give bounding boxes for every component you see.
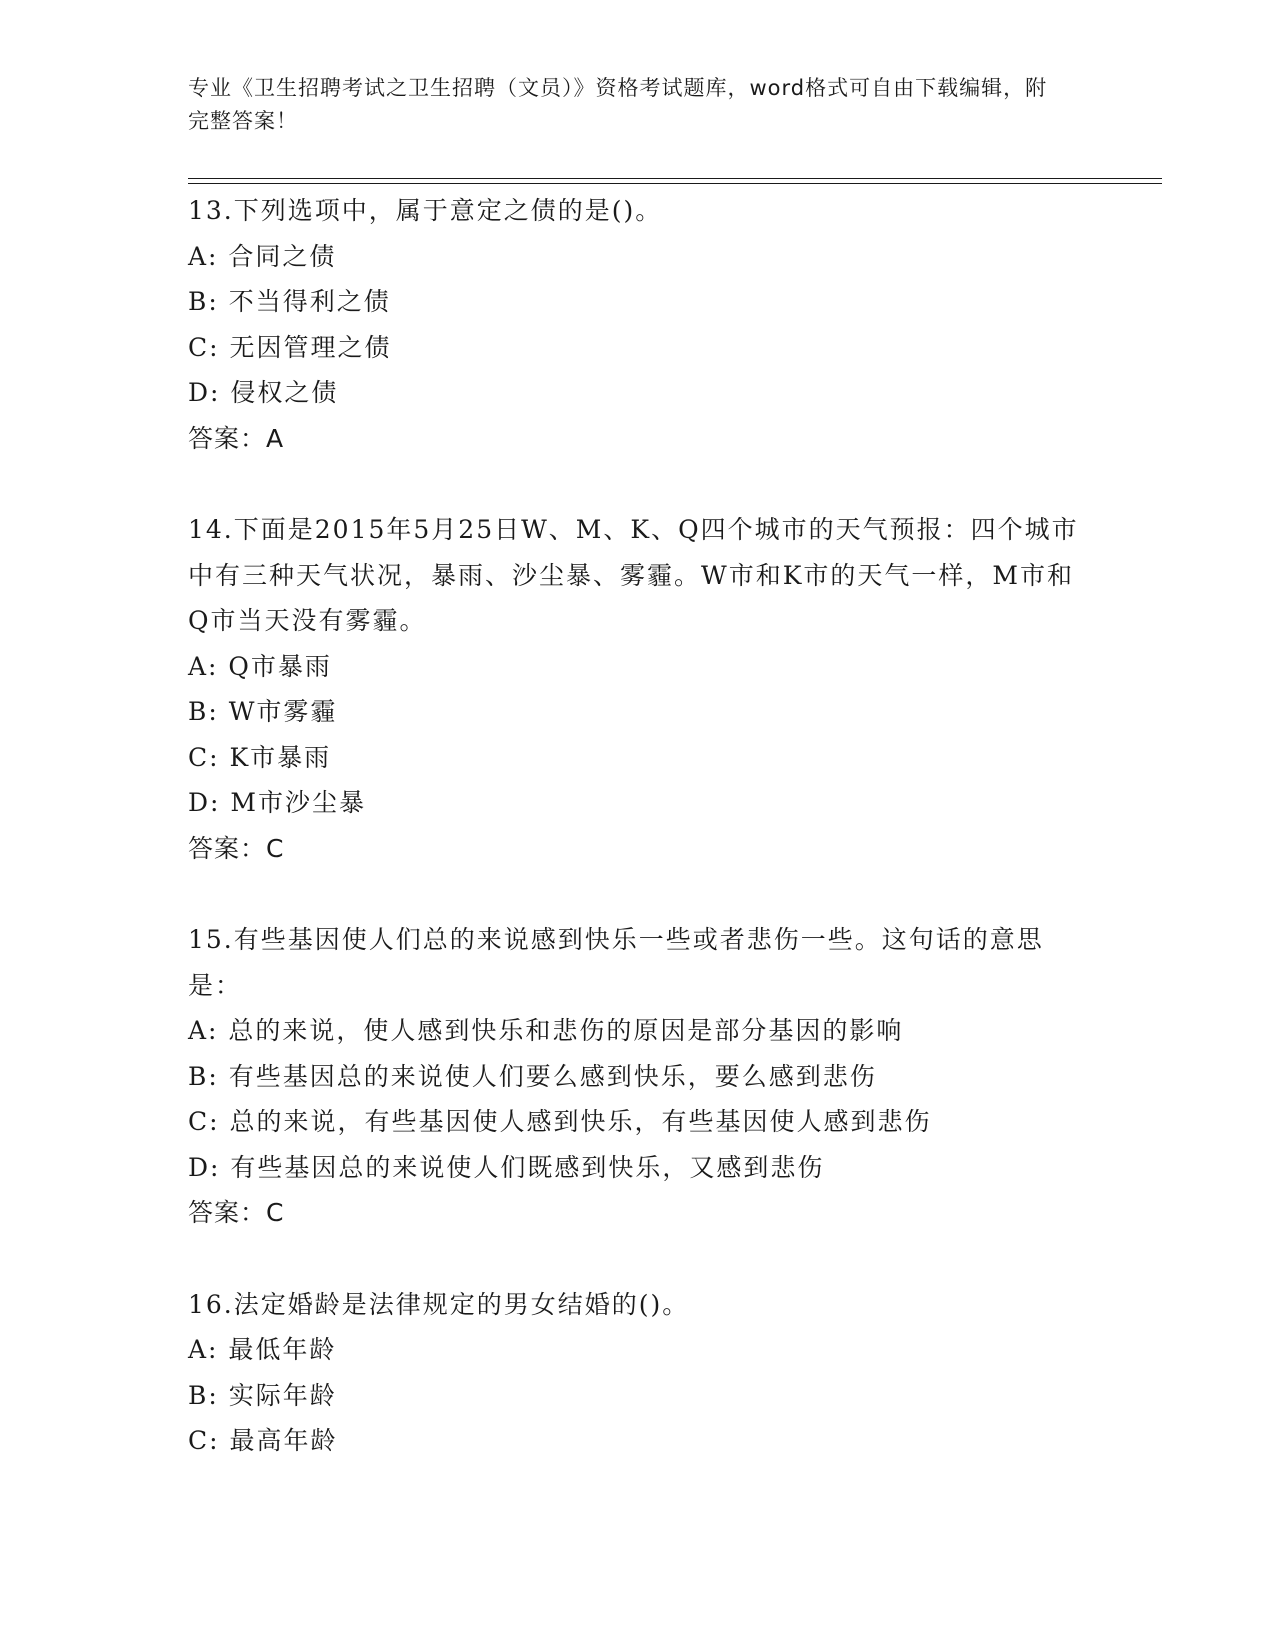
option-c: C: K市暴雨 — [188, 742, 332, 772]
option-b: B: 有些基因总的来说使人们要么感到快乐，要么感到悲伤 — [188, 1061, 877, 1091]
option-b: B: W市雾霾 — [188, 697, 338, 726]
question-stem: 14.下面是2015年5月25日W、M、K、Q四个城市的天气预报：四个城市中有三种天气状况，暴雨、沙尘暴、雾霾。W市和K市的天气一样，M市和Q市当天没有雾霾。 — [188, 515, 1079, 635]
question-stem: 16.法定婚龄是法律规定的男女结婚的()。 — [188, 1289, 690, 1319]
option-b: B: 实际年龄 — [188, 1380, 337, 1410]
option-d: D: 有些基因总的来说使人们既感到快乐，又感到悲伤 — [188, 1152, 825, 1182]
header-divider-top — [188, 178, 1162, 179]
answer-label: 答案：C — [188, 1198, 285, 1227]
option-a: A: 合同之债 — [188, 241, 337, 271]
document-header: 专业《卫生招聘考试之卫生招聘（文员）》资格考试题库，word格式可自由下载编辑，附完整答案！ — [188, 76, 1048, 133]
question-stem: 15.有些基因使人们总的来说感到快乐一些或者悲伤一些。这句话的意思是： — [188, 925, 1044, 1000]
question-15 — [188, 917, 1088, 1236]
option-c: C: 无因管理之债 — [188, 332, 392, 362]
answer-label: 答案：C — [188, 833, 285, 863]
option-c: C: 最高年龄 — [188, 1426, 338, 1455]
option-a: A: Q市暴雨 — [188, 651, 332, 681]
option-c: C: 总的来说，有些基因使人感到快乐，有些基因使人感到悲伤 — [188, 1107, 932, 1136]
question-14 — [188, 507, 1088, 871]
header-divider-bottom — [188, 183, 1162, 184]
option-d: D: M市沙尘暴 — [188, 788, 367, 817]
question-list — [188, 188, 1088, 1510]
question-13 — [188, 188, 1088, 461]
question-16 — [188, 1282, 1088, 1464]
option-a: A: 总的来说，使人感到快乐和悲伤的原因是部分基因的影响 — [188, 1016, 904, 1045]
option-b: B: 不当得利之债 — [188, 287, 391, 316]
question-stem: 13.下列选项中，属于意定之债的是()。 — [188, 196, 663, 225]
option-a: A: 最低年龄 — [188, 1335, 337, 1364]
option-d: D: 侵权之债 — [188, 378, 339, 407]
answer-label: 答案：A — [188, 423, 285, 453]
